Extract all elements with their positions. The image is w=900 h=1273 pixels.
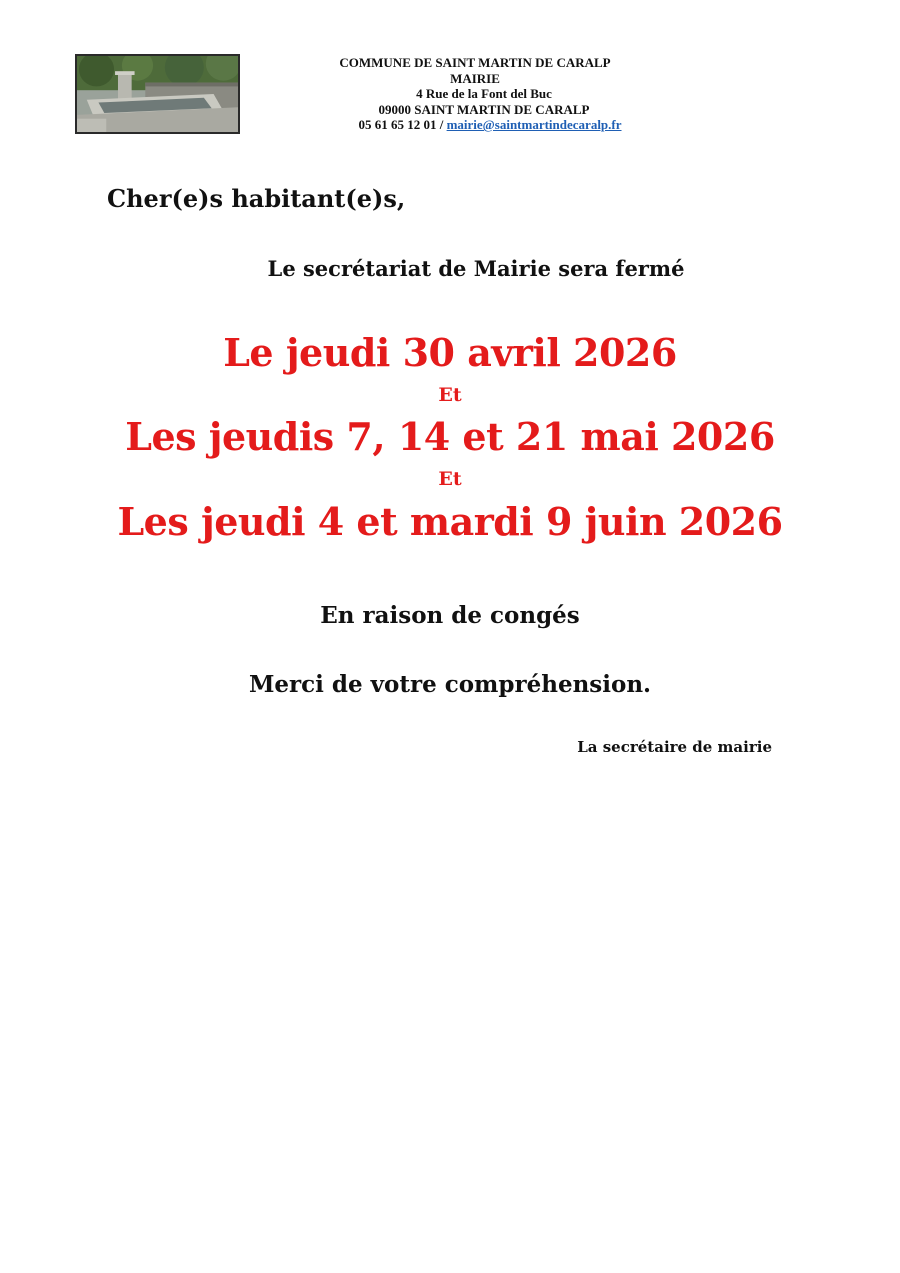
phone-number: 05 61 65 12 01 / — [358, 117, 444, 132]
commune-name: COMMUNE DE SAINT MARTIN DE CARALP — [339, 55, 611, 70]
conjunction-2: Et — [438, 468, 462, 490]
email-link[interactable]: mairie@saintmartindecaralp.fr — [446, 117, 622, 132]
contact-line — [280, 117, 670, 133]
mairie-label: MAIRIE — [450, 70, 500, 86]
intro-text: Le secrétariat de Mairie sera fermé — [267, 256, 685, 281]
city-address: 09000 SAINT MARTIN DE CARALP — [378, 101, 590, 117]
closure-date-3: Les jeudi 4 et mardi 9 juin 2026 — [117, 499, 783, 544]
closure-date-2: Les jeudis 7, 14 et 21 mai 2026 — [125, 414, 775, 459]
signature: La secrétaire de mairie — [577, 738, 772, 756]
thanks-text: Merci de votre compréhension. — [248, 671, 652, 698]
greeting: Cher(e)s habitant(e)s, — [107, 184, 406, 213]
conjunction-1: Et — [438, 384, 462, 406]
reason-text: En raison de congés — [320, 602, 580, 629]
street-address: 4 Rue de la Font del Buc — [416, 86, 552, 101]
village-fountain-photo — [75, 54, 240, 134]
letterhead — [280, 55, 670, 133]
closure-date-1: Le jeudi 30 avril 2026 — [223, 330, 677, 375]
